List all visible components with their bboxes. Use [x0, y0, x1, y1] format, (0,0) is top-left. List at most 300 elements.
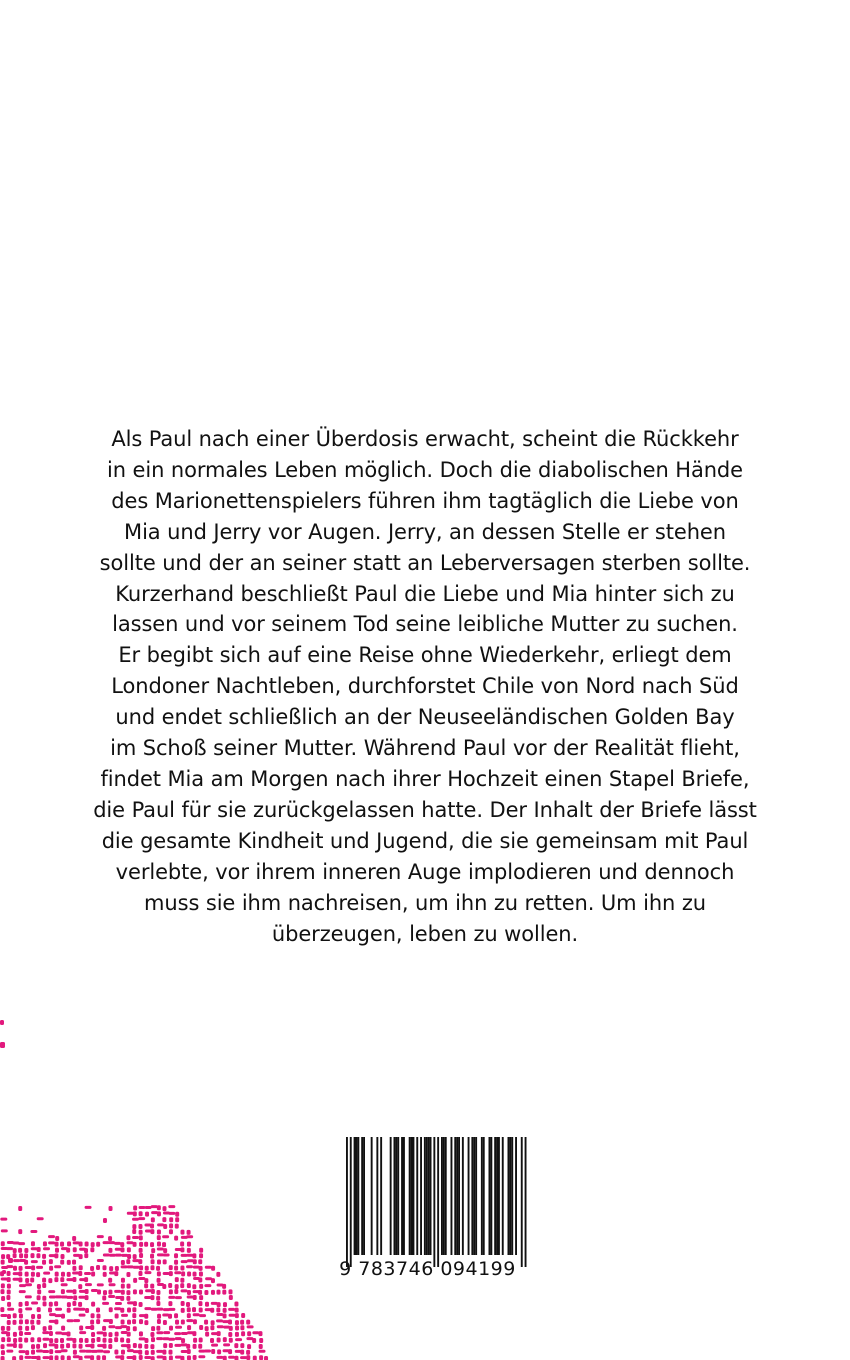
pattern-dot: [79, 1314, 86, 1317]
pattern-dot: [1, 1337, 5, 1342]
pattern-dot: [78, 1302, 82, 1307]
pattern-dot: [157, 1278, 161, 1283]
pattern-dot: [235, 1308, 239, 1313]
pattern-dot: [199, 1295, 203, 1300]
pattern-dot: [30, 1320, 34, 1325]
pattern-dot: [1, 1254, 5, 1259]
pattern-dot: [31, 1344, 35, 1349]
pattern-dot: [217, 1337, 221, 1342]
blurb-line: Als Paul nach einer Überdosis erwacht, scheint die Rückkehr: [111, 427, 739, 451]
pattern-dot: [6, 1254, 10, 1259]
pattern-dot: [163, 1272, 170, 1275]
pattern-dot: [175, 1224, 179, 1229]
pattern-dot: [151, 1356, 155, 1360]
pattern-dot: [169, 1223, 173, 1228]
barcode-bar: [426, 1137, 428, 1255]
pattern-dot: [85, 1206, 92, 1209]
barcode-bar: [489, 1137, 491, 1255]
pattern-dot: [150, 1344, 154, 1349]
pattern-dot: [157, 1319, 161, 1324]
pattern-dot: [151, 1326, 155, 1331]
pattern-dot: [79, 1350, 86, 1353]
pattern-dot: [156, 1290, 160, 1295]
barcode-bar: [445, 1137, 447, 1255]
pattern-dot: [109, 1283, 116, 1286]
pattern-dot: [199, 1314, 206, 1317]
pattern-dot: [181, 1260, 188, 1263]
pattern-dot: [19, 1284, 26, 1287]
pattern-dot: [193, 1259, 197, 1264]
pattern-dot: [168, 1308, 175, 1311]
pattern-dot: [60, 1344, 64, 1349]
pattern-dot: [114, 1290, 121, 1293]
pattern-dot: [97, 1350, 104, 1353]
barcode-bar: [498, 1137, 500, 1255]
pattern-dot: [54, 1319, 58, 1324]
pattern-dot: [85, 1283, 92, 1286]
pattern-dot: [42, 1350, 49, 1353]
pattern-dot: [127, 1344, 131, 1349]
pattern-dot: [121, 1350, 125, 1355]
pattern-dot: [204, 1350, 211, 1353]
pattern-dot: [211, 1266, 215, 1271]
pattern-dot: [61, 1289, 65, 1294]
pattern-dot: [133, 1254, 137, 1259]
pattern-dot: [1, 1350, 5, 1355]
pattern-dot: [211, 1349, 215, 1354]
pattern-dot: [132, 1229, 136, 1234]
pattern-dot: [91, 1338, 95, 1343]
pattern-dot: [18, 1326, 22, 1331]
pattern-dot: [24, 1248, 28, 1253]
pattern-dot: [73, 1247, 77, 1252]
barcode-bar: [413, 1137, 415, 1255]
pattern-dot: [115, 1254, 122, 1257]
pattern-dot: [174, 1253, 178, 1258]
blurb-line: findet Mia am Morgen nach ihrer Hochzeit einen Stapel Briefe,: [100, 766, 750, 791]
pattern-dot: [36, 1272, 40, 1277]
pattern-dot: [259, 1355, 263, 1360]
pattern-dot: [192, 1253, 196, 1258]
pattern-dot: [19, 1302, 23, 1307]
pattern-dot: [102, 1338, 106, 1343]
pattern-dot: [37, 1307, 41, 1312]
pattern-dot: [72, 1236, 76, 1241]
pattern-dot: [133, 1326, 137, 1331]
pattern-dot: [31, 1325, 35, 1330]
pattern-dot: [103, 1218, 107, 1223]
pattern-dot: [37, 1289, 41, 1294]
barcode-bar: [481, 1137, 483, 1255]
pattern-dot: [204, 1320, 208, 1325]
pattern-dot: [156, 1337, 163, 1340]
pattern-dot: [187, 1313, 191, 1318]
pattern-dot: [37, 1284, 41, 1289]
pattern-dot: [216, 1272, 220, 1277]
pattern-dot: [187, 1283, 191, 1288]
pattern-dot: [198, 1259, 202, 1264]
pattern-dot: [73, 1319, 80, 1322]
pattern-dot: [144, 1242, 148, 1247]
pattern-dot: [90, 1320, 94, 1325]
barcode-bar: [508, 1137, 510, 1255]
pattern-dot: [37, 1314, 41, 1319]
pattern-dot: [42, 1331, 49, 1334]
pattern-dot: [120, 1296, 124, 1301]
pattern-dot: [228, 1349, 232, 1354]
pattern-dot: [126, 1235, 130, 1240]
pattern-dot: [66, 1296, 73, 1299]
pattern-dot: [120, 1308, 124, 1313]
pattern-dot: [13, 1266, 17, 1271]
pattern-dot: [181, 1289, 188, 1292]
barcode-bar: [509, 1137, 511, 1255]
pattern-dot: [109, 1206, 113, 1211]
pattern-dot: [19, 1355, 23, 1360]
pattern-dot: [126, 1326, 130, 1331]
pattern-dot: [180, 1278, 184, 1283]
pattern-dot: [223, 1356, 227, 1360]
pattern-dot: [85, 1308, 89, 1313]
pattern-dot: [157, 1235, 161, 1240]
barcode-bar: [490, 1137, 492, 1255]
barcode-bar: [483, 1137, 485, 1255]
pattern-dot: [79, 1356, 83, 1360]
pattern-dot: [102, 1355, 106, 1360]
pattern-dot: [205, 1332, 209, 1337]
pattern-dot: [49, 1295, 56, 1298]
pattern-dot: [102, 1302, 109, 1305]
pattern-dot: [211, 1344, 218, 1347]
pattern-dot: [114, 1337, 118, 1342]
pattern-dot: [127, 1241, 134, 1244]
pattern-dot: [156, 1296, 160, 1301]
pattern-dot: [42, 1283, 46, 1288]
pattern-dot: [0, 1020, 4, 1025]
pattern-dot: [174, 1344, 181, 1347]
pattern-dot: [198, 1344, 202, 1349]
pattern-dot: [85, 1338, 89, 1343]
pattern-dot: [48, 1235, 55, 1238]
pattern-dot: [42, 1278, 46, 1283]
pattern-dot: [204, 1284, 211, 1287]
pattern-dot: [217, 1349, 221, 1354]
pattern-dot: [37, 1356, 41, 1360]
pattern-dot: [103, 1332, 107, 1337]
pattern-dot: [42, 1260, 46, 1265]
pattern-dot: [169, 1355, 173, 1360]
pattern-dot: [90, 1247, 94, 1252]
pattern-dot: [157, 1223, 164, 1226]
pattern-dot: [126, 1259, 130, 1264]
pattern-dot: [73, 1350, 77, 1355]
pattern-dot: [187, 1325, 191, 1330]
pattern-dot: [55, 1242, 59, 1247]
pattern-dot: [109, 1307, 113, 1312]
pattern-dot: [187, 1295, 194, 1298]
pattern-dot: [156, 1331, 163, 1334]
pattern-dot: [108, 1290, 112, 1295]
barcode-bar: [416, 1137, 418, 1255]
pattern-dot: [108, 1241, 115, 1244]
pattern-dot: [108, 1344, 112, 1349]
pattern-dot: [228, 1289, 232, 1294]
pattern-dot: [18, 1242, 25, 1245]
pattern-dot: [181, 1332, 188, 1335]
barcode-bar: [424, 1137, 426, 1255]
pattern-dot: [199, 1248, 203, 1253]
pattern-dot: [186, 1319, 193, 1322]
pattern-dot: [162, 1242, 166, 1247]
barcode-bar: [433, 1137, 435, 1267]
pattern-dot: [150, 1284, 154, 1289]
pattern-dot: [145, 1206, 152, 1209]
pattern-dot: [193, 1295, 197, 1300]
pattern-dot: [193, 1344, 197, 1349]
pattern-dot: [36, 1266, 43, 1269]
pattern-dot: [210, 1325, 214, 1330]
pattern-dot: [229, 1326, 233, 1331]
pattern-dot: [168, 1314, 172, 1319]
pattern-dot: [133, 1289, 137, 1294]
pattern-dot: [193, 1319, 197, 1324]
pattern-dot: [13, 1343, 17, 1348]
pattern-dot: [90, 1343, 94, 1348]
pattern-dot: [96, 1307, 100, 1312]
pattern-dot: [247, 1331, 251, 1336]
pattern-dot: [127, 1308, 131, 1313]
pattern-dot: [127, 1320, 131, 1325]
pattern-dot: [199, 1325, 203, 1330]
pattern-dot: [30, 1337, 34, 1342]
pattern-dot: [42, 1296, 46, 1301]
pattern-dot: [24, 1338, 28, 1343]
pattern-dot: [229, 1295, 233, 1300]
barcode-bar: [357, 1137, 359, 1255]
pattern-dot: [144, 1296, 151, 1299]
pattern-dot: [1, 1356, 5, 1360]
pattern-dot: [132, 1319, 136, 1324]
pattern-dot: [121, 1290, 125, 1295]
pattern-dot: [60, 1277, 64, 1282]
pattern-dot: [79, 1344, 83, 1349]
pattern-dot: [121, 1265, 128, 1268]
pattern-dot: [150, 1223, 154, 1228]
pattern-dot: [175, 1217, 179, 1222]
pattern-dot: [150, 1254, 154, 1259]
barcode-bar: [371, 1137, 373, 1255]
pattern-dot: [223, 1343, 230, 1346]
pattern-dot: [79, 1326, 83, 1331]
pattern-dot: [25, 1283, 32, 1286]
pattern-dot: [61, 1272, 65, 1277]
pattern-dot: [13, 1259, 20, 1262]
pattern-dot: [67, 1356, 71, 1360]
pattern-dot: [19, 1266, 23, 1271]
pattern-dot: [7, 1277, 11, 1282]
pattern-dot: [181, 1350, 188, 1353]
pattern-dot: [31, 1272, 35, 1277]
pattern-dot: [174, 1266, 178, 1271]
pattern-dot: [132, 1259, 139, 1262]
pattern-dot: [43, 1241, 47, 1246]
pattern-dot: [246, 1350, 250, 1355]
pattern-dot: [175, 1284, 179, 1289]
pattern-dot: [138, 1277, 145, 1280]
pattern-dot: [7, 1320, 11, 1325]
pattern-dot: [31, 1302, 38, 1305]
pattern-dot: [138, 1259, 142, 1264]
pattern-dot: [109, 1319, 113, 1324]
pattern-dot: [162, 1284, 166, 1289]
pattern-dot: [168, 1296, 175, 1299]
pattern-dot: [151, 1248, 155, 1253]
barcode-bar: [394, 1137, 396, 1255]
pattern-dot: [72, 1266, 76, 1271]
isbn-number: 9 783746 094199: [339, 1258, 516, 1280]
pattern-dot: [174, 1260, 178, 1265]
pattern-dot: [66, 1343, 70, 1348]
blurb-line: Er begibt sich auf eine Reise ohne Wiederkehr, erliegt dem: [118, 643, 732, 668]
pattern-dot: [127, 1284, 131, 1289]
barcode-bar: [473, 1137, 475, 1255]
pattern-dot: [157, 1230, 161, 1235]
pattern-dot: [127, 1247, 131, 1252]
blurb-line: muss sie ihm nachreisen, um ihn zu retten. Um ihn zu: [144, 890, 706, 915]
pattern-dot: [78, 1308, 85, 1311]
pattern-dot: [145, 1266, 149, 1271]
pattern-dot: [229, 1338, 233, 1343]
pattern-dot: [138, 1217, 145, 1220]
barcode-bar: [361, 1137, 363, 1255]
pattern-dot: [259, 1338, 263, 1343]
pattern-dot: [49, 1338, 53, 1343]
pattern-dot: [0, 1314, 7, 1317]
pattern-dot: [1, 1296, 5, 1301]
pattern-dot: [60, 1260, 64, 1265]
pattern-dot: [228, 1356, 235, 1359]
pattern-dot: [157, 1211, 161, 1216]
pattern-dot: [13, 1338, 17, 1343]
pattern-dot: [168, 1283, 172, 1288]
pattern-dot: [162, 1350, 166, 1355]
pattern-dot: [223, 1313, 227, 1318]
pattern-dot: [199, 1266, 203, 1271]
pattern-dot: [217, 1325, 224, 1328]
pattern-dot: [139, 1355, 143, 1360]
pattern-dot: [84, 1253, 88, 1258]
pattern-dot: [48, 1308, 52, 1313]
pattern-dot: [127, 1332, 131, 1337]
pattern-dot: [1, 1260, 5, 1265]
pattern-dot: [192, 1284, 196, 1289]
pattern-dot: [12, 1356, 16, 1360]
pattern-dot: [169, 1265, 173, 1270]
barcode-bar: [409, 1137, 411, 1255]
pattern-dot: [85, 1295, 89, 1300]
pattern-dot: [55, 1308, 62, 1311]
barcode-bar: [458, 1137, 460, 1255]
pattern-dot: [25, 1266, 32, 1269]
pattern-dot: [108, 1325, 115, 1328]
pattern-dot: [72, 1343, 76, 1348]
pattern-dot: [49, 1349, 53, 1354]
pattern-dot: [144, 1278, 148, 1283]
barcode-bar: [456, 1137, 458, 1255]
pattern-dot: [138, 1350, 142, 1355]
pattern-dot: [7, 1289, 11, 1294]
pattern-dot: [108, 1332, 112, 1337]
pattern-dot: [103, 1272, 107, 1277]
pattern-dot: [108, 1236, 112, 1241]
pattern-dot: [151, 1259, 155, 1264]
pattern-dot: [96, 1355, 100, 1360]
pattern-dot: [96, 1319, 100, 1324]
pattern-dot: [115, 1332, 119, 1337]
pattern-dot: [151, 1217, 155, 1222]
pattern-dot: [144, 1283, 148, 1288]
pattern-dot: [103, 1253, 110, 1256]
pattern-dot: [133, 1242, 137, 1247]
pattern-dot: [198, 1355, 205, 1358]
pattern-dot: [199, 1284, 203, 1289]
pattern-dot: [96, 1242, 100, 1247]
barcode-bar: [496, 1137, 498, 1255]
pattern-dot: [210, 1308, 214, 1313]
pattern-dot: [18, 1308, 22, 1313]
pattern-dot: [114, 1271, 118, 1276]
pattern-dot: [6, 1247, 13, 1250]
pattern-dot: [139, 1211, 143, 1216]
blurb-line: die Paul für sie zurückgelassen hatte. Der Inhalt der Briefe lässt: [93, 797, 757, 822]
pattern-dot: [73, 1295, 77, 1300]
pattern-dot: [169, 1229, 173, 1234]
blurb-line: Kurzerhand beschließt Paul die Liebe und Mia hinter sich zu: [115, 581, 735, 606]
pattern-dot: [199, 1253, 203, 1258]
pattern-dot: [216, 1308, 220, 1313]
pattern-dot: [205, 1326, 209, 1331]
pattern-dot: [240, 1356, 247, 1359]
pattern-dot: [181, 1301, 185, 1306]
pattern-dot: [120, 1355, 124, 1360]
pattern-dot: [150, 1265, 154, 1270]
pattern-dot: [216, 1356, 223, 1359]
blurb-line: die gesamte Kindheit und Jugend, die sie gemeinsam mit Paul: [101, 828, 749, 853]
pattern-dot: [43, 1326, 47, 1331]
pattern-dot: [174, 1332, 181, 1335]
pattern-dot: [18, 1271, 22, 1276]
pattern-dot: [36, 1350, 43, 1353]
pattern-dot: [108, 1248, 112, 1253]
pattern-dot: [1, 1283, 5, 1288]
pattern-dot: [97, 1283, 104, 1286]
pattern-dot: [181, 1338, 185, 1343]
pattern-dot: [19, 1314, 23, 1319]
barcode-bar: [380, 1137, 382, 1255]
pattern-dot: [96, 1265, 100, 1270]
barcode-bar: [346, 1137, 348, 1267]
pattern-dot: [132, 1355, 136, 1360]
pattern-dot: [19, 1350, 26, 1353]
pattern-dot: [115, 1313, 119, 1318]
blurb-line: des Marionettenspielers führen ihm tagtäglich die Liebe von: [111, 488, 739, 513]
pattern-dot: [180, 1283, 184, 1288]
pattern-dot: [54, 1301, 58, 1306]
pattern-dot: [235, 1313, 239, 1318]
pattern-dot: [61, 1254, 65, 1259]
pattern-dot: [7, 1302, 11, 1307]
barcode-bar: [443, 1137, 445, 1255]
